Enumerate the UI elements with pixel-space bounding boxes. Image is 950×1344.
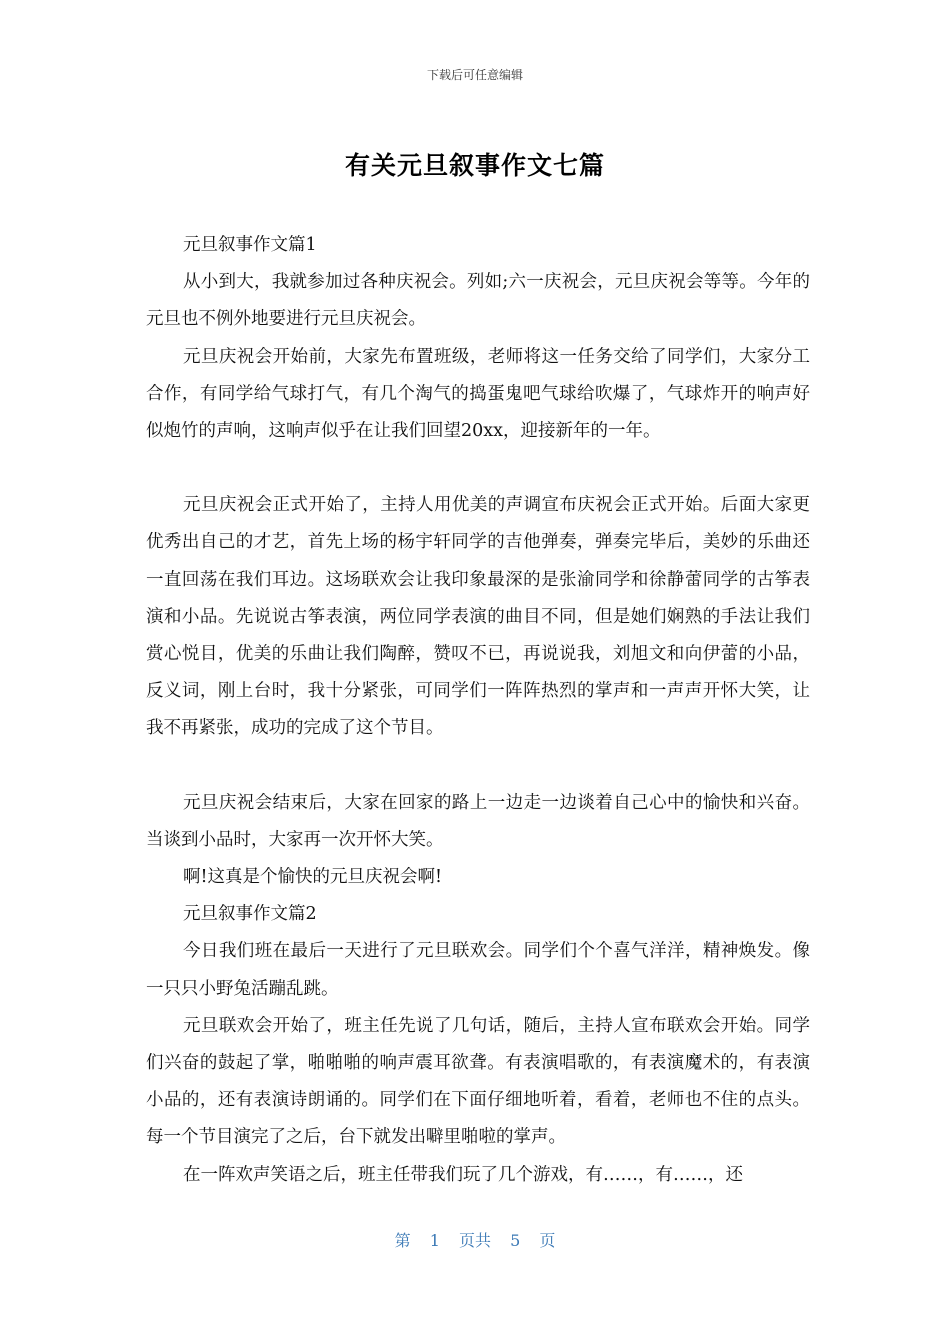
page-number-footer: 第 1 页共 5 页	[394, 1231, 556, 1250]
document-title: 有关元旦叙事作文七篇	[344, 151, 605, 180]
paragraph: 元旦庆祝会正式开始了，主持人用优美的声调宣布庆祝会正式开始。后面大家更优秀出自己的才艺，首先上场的杨宇轩同学的吉他弹奏，弹奏完毕后，美妙的乐曲还一直回荡在我们耳边。这场联欢会让我印象最深的是张渝同学和徐静蕾同学的古筝表演和小品。先说说古筝表演，两位同学表演的曲目不同，但是她们娴熟的手法让我们赏心悦目，优美的乐曲让我们陶醉，赞叹不已，再说说我，刘旭文和向伊蕾的小品，反义词，刚上台时，我十分紧张，可同学们一阵阵热烈的掌声和一声声开怀大笑，让我不再紧张，成功的完成了这个节目。	[146, 495, 810, 739]
paragraph: 啊!这真是个愉快的元旦庆祝会啊!	[183, 867, 443, 888]
document-body	[146, 227, 810, 1194]
paragraph: 在一阵欢声笑语之后，班主任带我们玩了几个游戏，有……，有……，还	[183, 1164, 743, 1185]
paragraph: 元旦庆祝会结束后，大家在回家的路上一边走一边谈着自己心中的愉快和兴奋。当谈到小品时，大家再一次开怀大笑。	[146, 792, 810, 850]
paragraph: 元旦庆祝会开始前，大家先布置班级，老师将这一任务交给了同学们，大家分工合作，有同学给气球打气，有几个淘气的捣蛋鬼吧气球给吹爆了，气球炸开的响声好似炮竹的声响，这响声似乎在让我们回望20xx，迎接新年的一年。	[146, 346, 810, 442]
header-note: 下载后可任意编辑	[426, 68, 523, 82]
paragraph: 从小到大，我就参加过各种庆祝会。列如;六一庆祝会，元旦庆祝会等等。今年的元旦也不例外地要进行元旦庆祝会。	[146, 272, 810, 330]
section-heading: 元旦叙事作文篇1	[183, 235, 317, 255]
paragraph: 今日我们班在最后一天进行了元旦联欢会。同学们个个喜气洋洋，精神焕发。像一只只小野兔活蹦乱跳。	[146, 941, 810, 999]
section-heading: 元旦叙事作文篇2	[183, 904, 317, 925]
paragraph: 元旦联欢会开始了，班主任先说了几句话，随后，主持人宣布联欢会开始。同学们兴奋的鼓起了掌，啪啪啪的响声震耳欲聋。有表演唱歌的，有表演魔术的，有表演小品的，还有表演诗朗诵的。同学们在下面仔细地听着，看着，老师也不住的点头。每一个节目演完了之后，台下就发出噼里啪啦的掌声。	[146, 1015, 810, 1148]
